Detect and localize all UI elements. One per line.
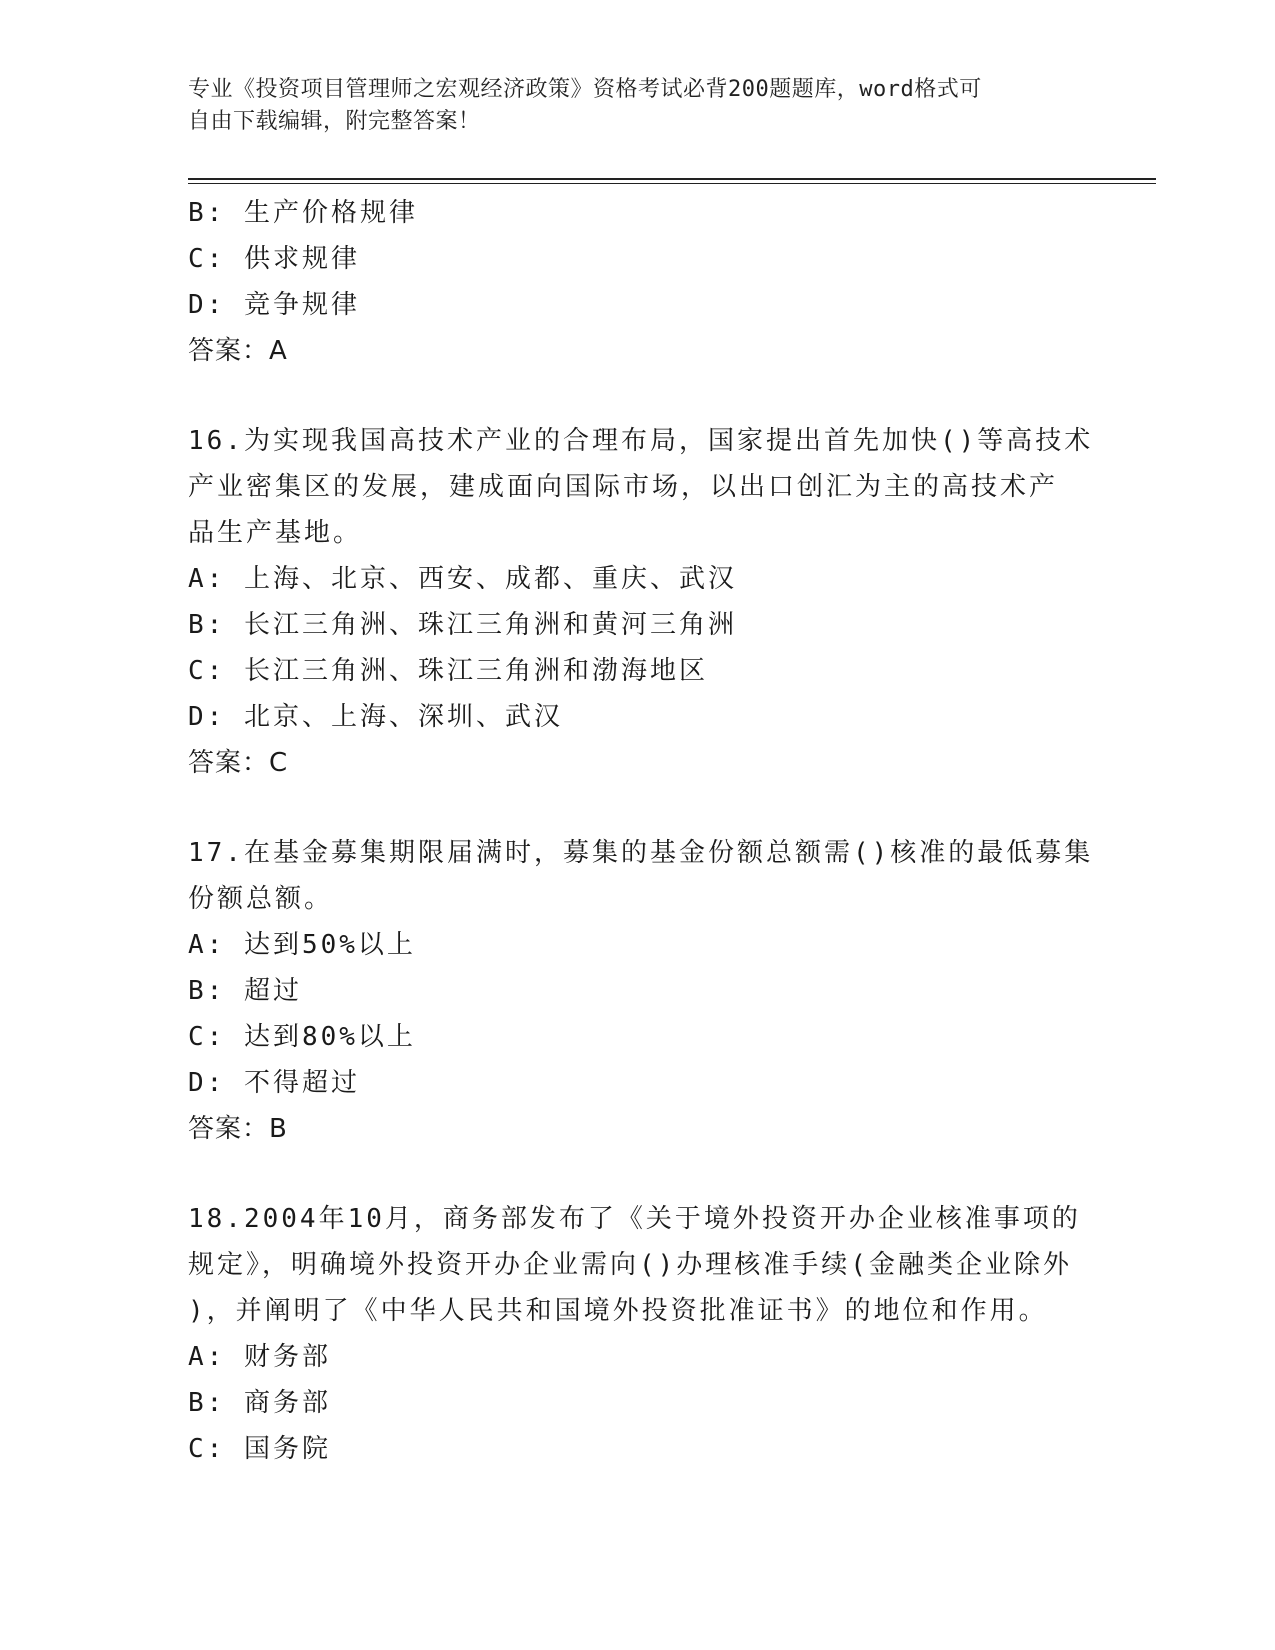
option-b: B: 商务部 [188,1388,331,1418]
option-b: B: 长江三角洲、珠江三角洲和黄河三角洲 [188,610,737,640]
question-stem-line: 产业密集区的发展，建成面向国际市场，以出口创汇为主的高技术产 [188,472,1059,502]
header-line-1: 专业《投资项目管理师之宏观经济政策》资格考试必背200题题库，word格式可 [188,77,982,102]
answer-line: 答案：C [188,748,289,778]
answer-line: 答案：A [188,336,288,366]
question-stem-line: 份额总额。 [188,884,334,914]
question-18 [188,1196,1088,1472]
question-stem-line: 18.2004年10月，商务部发布了《关于境外投资开办企业核准事项的 [188,1204,1081,1234]
question-17 [188,830,1094,1152]
option-d: D: 竞争规律 [188,290,360,320]
option-c: C: 长江三角洲、珠江三角洲和渤海地区 [188,656,708,686]
option-b: B: 超过 [188,976,302,1006]
document-body [188,190,1094,1472]
question-15-tail [188,190,1088,374]
question-stem-line: 品生产基地。 [188,518,363,548]
question-stem-line: 规定》，明确境外投资开办企业需向()办理核准手续(金融类企业除外 [188,1250,1072,1280]
header-line-2: 自由下载编辑，附完整答案！ [188,109,481,134]
spacer [188,374,1088,418]
question-stem-line: 17.在基金募集期限届满时，募集的基金份额总额需()核准的最低募集 [188,838,1094,868]
option-c: C: 国务院 [188,1434,331,1464]
option-a: A: 上海、北京、西安、成都、重庆、武汉 [188,564,737,594]
option-a: A: 财务部 [188,1342,331,1372]
answer-line: 答案：B [188,1114,288,1144]
option-b: B: 生产价格规律 [188,198,418,228]
option-c: C: 达到80%以上 [188,1022,416,1052]
question-stem-line: )，并阐明了《中华人民共和国境外投资批准证书》的地位和作用。 [188,1296,1048,1326]
header-divider-thick [188,178,1156,180]
option-d: D: 北京、上海、深圳、武汉 [188,702,563,732]
option-c: C: 供求规律 [188,244,360,274]
question-16 [188,418,1094,786]
spacer [188,1152,1088,1196]
header-divider-thin [188,183,1156,184]
option-d: D: 不得超过 [188,1068,360,1098]
question-stem-line: 16.为实现我国高技术产业的合理布局，国家提出首先加快()等高技术 [188,426,1094,456]
option-a: A: 达到50%以上 [188,930,416,960]
spacer [188,786,1088,830]
document-header [188,74,1068,138]
